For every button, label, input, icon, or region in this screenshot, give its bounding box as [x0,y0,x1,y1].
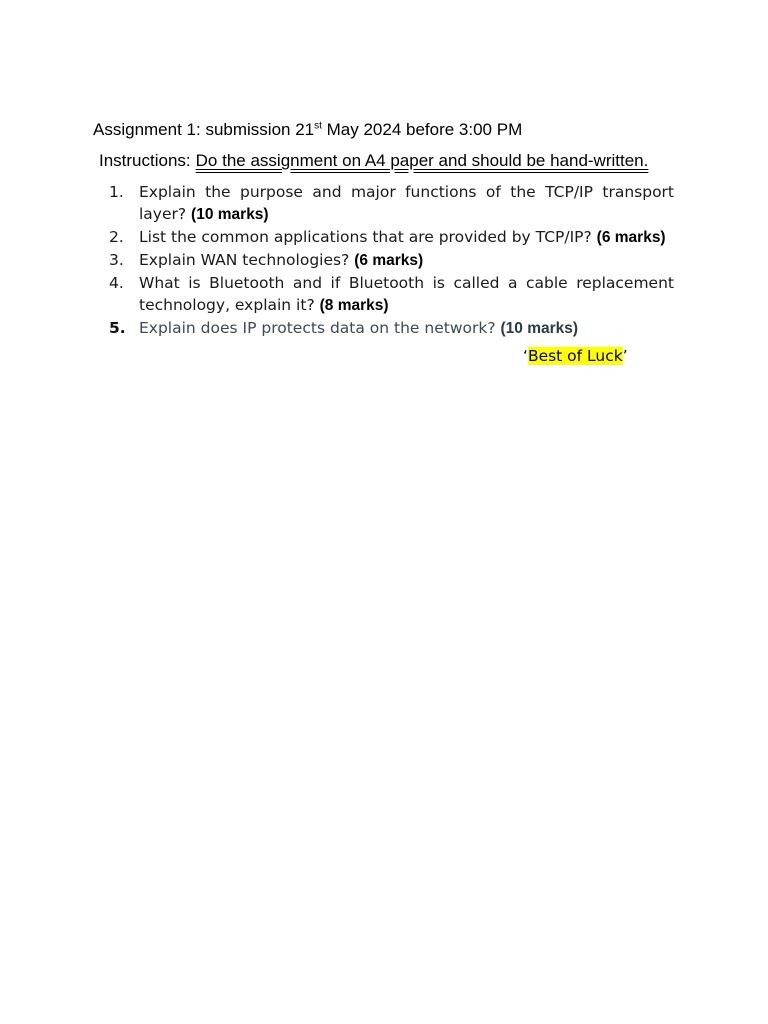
question-marks: (6 marks) [596,229,666,246]
title-superscript: st [314,120,322,132]
question-item [109,181,674,226]
question-item [109,226,674,249]
instructions-text: Do the assignment on A4 paper and should be hand-written. [195,151,649,170]
question-number: 1. [109,183,124,201]
question-marks: (8 marks) [319,297,389,314]
question-body [139,317,674,340]
question-text: Explain WAN technologies? [139,251,355,269]
question-item [109,272,674,317]
question-body [139,226,674,249]
question-list [109,181,674,340]
question-text: What is Bluetooth and if Bluetooth is called a cable replacement technology, explain it? [139,274,674,314]
question-body [139,181,674,226]
close-quote: ’ [622,347,628,365]
instructions-label: Instructions: [99,151,191,170]
question-text: List the common applications that are provided by TCP/IP? [139,228,597,246]
question-body [139,249,674,272]
title-prefix: Assignment 1: submission 21 [93,120,315,139]
title-suffix: May 2024 before 3:00 PM [321,120,523,139]
highlighted-closing-text: Best of Luck [527,347,623,365]
question-item [109,249,674,272]
question-text: Explain the purpose and major functions of the TCP/IP transport layer? [139,183,674,223]
question-number: 4. [109,274,124,292]
closing-message [523,345,628,367]
question-body [139,272,674,317]
assignment-title [93,118,522,142]
question-marks: (6 marks) [354,252,424,269]
question-number: 2. [109,228,124,246]
open-quote: ‘ [523,347,528,365]
instructions-line [99,149,648,173]
question-item [109,317,674,340]
question-marks: (10 marks) [191,206,269,223]
question-number: 3. [109,251,124,269]
question-marks: (10 marks) [500,320,579,337]
question-text: Explain does IP protects data on the network? [139,319,501,337]
question-number: 5. [109,319,126,337]
